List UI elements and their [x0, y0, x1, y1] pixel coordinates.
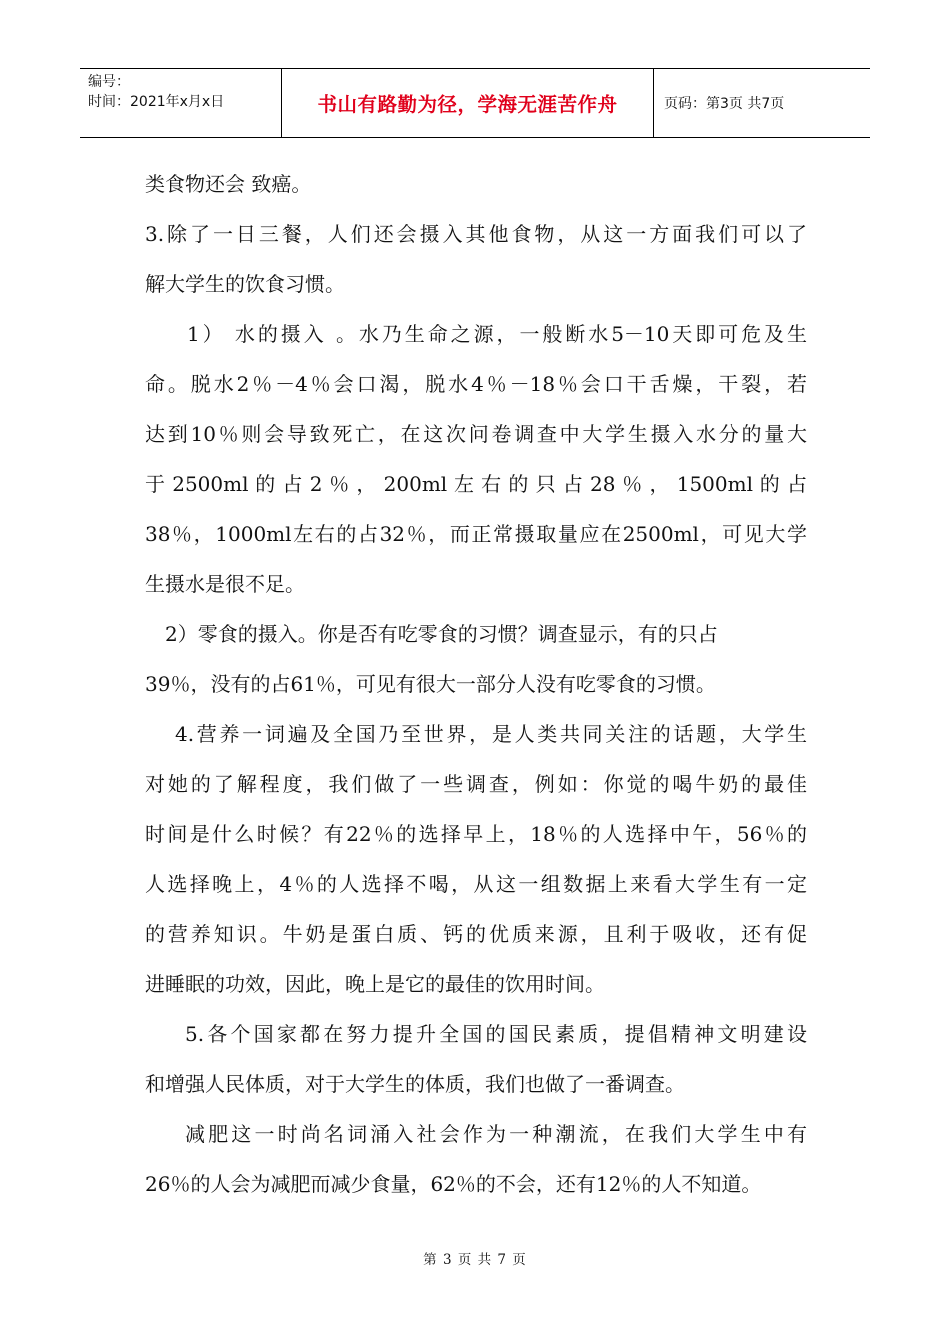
text-line: 于 2500ml 的 占 2 ％ ， 200ml 左 右 的 只 占 28 ％ ， 1500ml 的 占	[145, 472, 807, 496]
text-line: 的营养知识。牛奶是蛋白质、钙的优质来源，且利于吸收，还有促	[145, 922, 807, 946]
text-line: 达到10％则会导致死亡，在这次问卷调查中大学生摄入水分的量大	[145, 422, 807, 446]
text-line: 命。脱水2％－4％会口渴，脱水4％－18％会口干舌燥，干裂，若	[145, 372, 807, 396]
document-number-label: 编号：	[88, 74, 130, 90]
text-line: 人选择晚上，4％的人选择不喝，从这一组数据上来看大学生有一定	[145, 872, 807, 896]
text-line: 2）零食的摄入。你是否有吃零食的习惯？调查显示，有的只占	[165, 622, 718, 646]
page-footer: 第 3 页 共 7 页	[423, 1252, 527, 1268]
text-line: 解大学生的饮食习惯。	[145, 272, 345, 296]
page-header	[80, 68, 870, 138]
text-line: 4.营养一词遍及全国乃至世界，是人类共同关注的话题，大学生	[175, 722, 807, 746]
text-line: 类食物还会 致癌。	[145, 172, 312, 196]
text-line: 38％，1000ml左右的占32％，而正常摄取量应在2500ml，可见大学	[145, 522, 807, 546]
text-line: 和增强人民体质，对于大学生的体质，我们也做了一番调查。	[145, 1072, 685, 1096]
document-time: 时间：2021年x月x日	[88, 94, 225, 110]
header-motto: 书山有路勤为径，学海无涯苦作舟	[282, 69, 654, 137]
header-meta	[80, 69, 282, 137]
text-line: 减肥这一时尚名词涌入社会作为一种潮流，在我们大学生中有	[185, 1122, 807, 1146]
text-line: 39％，没有的占61％，可见有很大一部分人没有吃零食的习惯。	[145, 672, 716, 696]
text-line: 5.各个国家都在努力提升全国的国民素质，提倡精神文明建设	[185, 1022, 807, 1046]
text-line: 对她的了解程度，我们做了一些调查，例如：你觉的喝牛奶的最佳	[145, 772, 807, 796]
text-line: 3.除了一日三餐，人们还会摄入其他食物，从这一方面我们可以了	[145, 222, 807, 246]
text-line: 进睡眠的功效，因此，晚上是它的最佳的饮用时间。	[145, 972, 605, 996]
text-line: 时间是什么时候？有22％的选择早上，18％的人选择中午，56％的	[145, 822, 807, 846]
header-page-code: 页码：第3页 共7页	[664, 96, 785, 112]
text-line: 26％的人会为减肥而减少食量，62％的不会，还有12％的人不知道。	[145, 1172, 762, 1196]
text-line: 1） 水的摄入 。水乃生命之源，一般断水5－10天即可危及生	[187, 322, 807, 346]
text-line: 生摄水是很不足。	[145, 572, 305, 596]
